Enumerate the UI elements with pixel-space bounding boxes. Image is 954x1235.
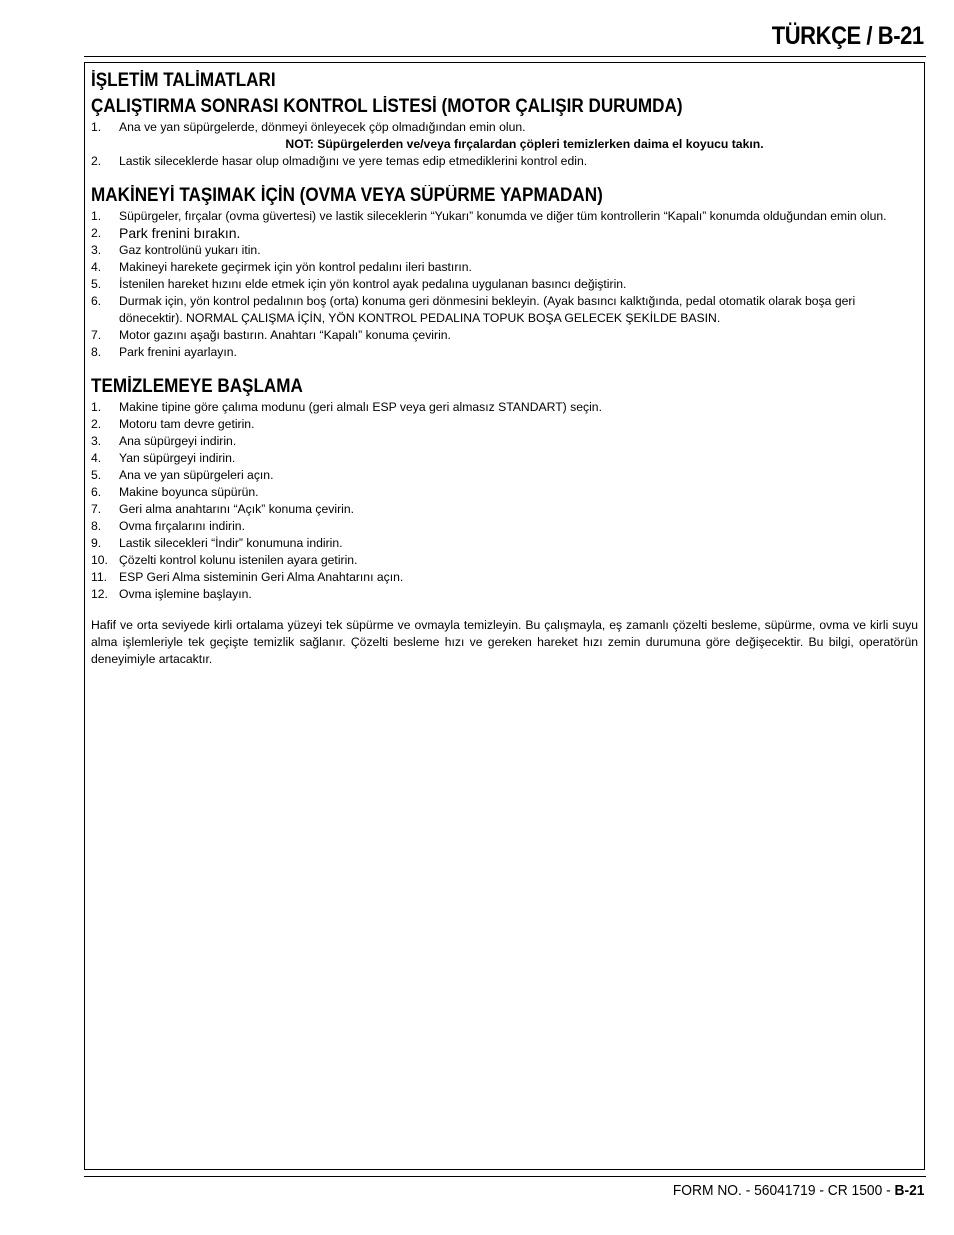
cleaning-title: TEMİZLEMEYE BAŞLAMA (91, 376, 303, 397)
form-number: FORM NO. - 56041719 - CR 1500 - (672, 1182, 895, 1199)
list-item (91, 242, 918, 259)
list-item (91, 501, 918, 518)
list-item-number: 9. (91, 536, 102, 550)
list-item (91, 344, 918, 361)
list-item-text: ESP Geri Alma sisteminin Geri Alma Anahtarını açın. (119, 570, 404, 584)
list-item-text: Gaz kontrolünü yukarı itin. (119, 243, 261, 257)
list-item-number: 4. (91, 451, 102, 465)
list-item-number: 8. (91, 519, 102, 533)
list-item-text: Makine boyunca süpürün. (119, 485, 259, 499)
list-item-text: Ana ve yan süpürgeleri açın. (119, 468, 274, 482)
list-item-number: 2. (91, 154, 102, 168)
list-item-number: 3. (91, 434, 102, 448)
list-item-number: 2. (91, 417, 102, 431)
page-footer (672, 1182, 924, 1199)
list-item-text: Durmak için, yön kontrol pedalının boş (orta) konuma geri dönmesini bekleyin. (Ayak basıncı kalktığında, pedal otomatik olarak boşa geri dönecektir). NORMAL ÇALIŞMA İÇİN, YÖN KONTROL PEDALINA TOPUK BOŞA GELECEK ŞEKİLDE BASIN. (119, 294, 856, 325)
list-item-text: Ana ve yan süpürgelerde, dönmeyi önleyecek çöp olmadığından emin olun. (119, 120, 526, 134)
cleaning-list (91, 399, 918, 603)
list-item (91, 569, 918, 586)
transport-list (91, 208, 918, 361)
list-item (91, 450, 918, 467)
list-item-number: 6. (91, 485, 102, 499)
list-item-text: Ovma işlemine başlayın. (119, 587, 252, 601)
cleaning-paragraph: Hafif ve orta seviyede kirli ortalama yüzeyi tek süpürme ve ovmayla temizleyin. Bu çalışmayla, eş zamanlı çözelti besleme, süpürme, ovma ve kirli suyu alma işlemleriyle tek geçişte temizlik sağlanır. Çözelti besleme hızı ve gereken hareket hızı zemin durumuna göre değişecektir. Bu bilgi, operatörün deneyimiyle artacaktır. (91, 618, 918, 666)
operating-title: İŞLETİM TALİMATLARI (91, 70, 276, 91)
list-item (91, 153, 918, 170)
list-item (91, 119, 918, 136)
list-item-number: 5. (91, 277, 102, 291)
list-item-number: 12. (91, 587, 108, 601)
list-item (91, 552, 918, 569)
header-divider (84, 56, 926, 57)
list-item-text: Ana süpürgeyi indirin. (119, 434, 237, 448)
list-item (91, 518, 918, 535)
checklist-list-continued (91, 153, 918, 170)
list-item-text: İstenilen hareket hızını elde etmek için yön kontrol ayak pedalına uygulanan basıncı değiştirin. (119, 277, 627, 291)
list-item-text: Park frenini bırakın. (119, 225, 241, 241)
list-item (91, 259, 918, 276)
list-item-text: Motor gazını aşağı bastırın. Anahtarı “Kapalı” konuma çevirin. (119, 328, 451, 342)
list-item-text: Ovma fırçalarını indirin. (119, 519, 245, 533)
list-item-number: 6. (91, 294, 102, 308)
list-item-number: 7. (91, 328, 102, 342)
list-item-text: Süpürgeler, fırçalar (ovma güvertesi) ve lastik sileceklerin “Yukarı” konumda ve diğer tüm kontrollerin “Kapalı” konumda olduğundan emin olun. (119, 209, 887, 223)
list-item (91, 399, 918, 416)
list-item (91, 293, 918, 327)
list-item-number: 8. (91, 345, 102, 359)
list-item-text: Motoru tam devre getirin. (119, 417, 255, 431)
page-number: B-21 (894, 1182, 924, 1199)
list-item-number: 10. (91, 553, 108, 567)
list-item (91, 535, 918, 552)
list-item (91, 484, 918, 501)
list-item-number: 1. (91, 209, 102, 223)
list-item (91, 225, 918, 242)
footer-divider (84, 1176, 926, 1177)
checklist-list (91, 119, 918, 136)
list-item-text: Lastik silecekleri “İndir” konumuna indirin. (119, 536, 343, 550)
list-item-text: Geri alma anahtarını “Açık” konuma çevirin. (119, 502, 355, 516)
list-item-number: 2. (91, 226, 102, 240)
list-item-text: Makineyi harekete geçirmek için yön kontrol pedalını ileri bastırın. (119, 260, 472, 274)
list-item-number: 1. (91, 400, 102, 414)
list-item-text: Park frenini ayarlayın. (119, 345, 237, 359)
list-item-number: 11. (91, 570, 108, 584)
list-item (91, 416, 918, 433)
safety-note: NOT: Süpürgelerden ve/veya fırçalardan çöpleri temizlerken daima el koyucu takın. (285, 137, 764, 151)
list-item-text: Yan süpürgeyi indirin. (119, 451, 236, 465)
list-item (91, 208, 918, 225)
list-item-number: 4. (91, 260, 102, 274)
transport-title: MAKİNEYİ TAŞIMAK İÇİN (OVMA VEYA SÜPÜRME YAPMADAN) (91, 185, 603, 206)
list-item-number: 5. (91, 468, 102, 482)
list-item-number: 7. (91, 502, 102, 516)
list-item (91, 467, 918, 484)
list-item (91, 276, 918, 293)
list-item-text: Makine tipine göre çalıma modunu (geri almalı ESP veya geri almasız STANDART) seçin. (119, 400, 602, 414)
list-item (91, 433, 918, 450)
list-item (91, 327, 918, 344)
list-item-number: 1. (91, 120, 102, 134)
checklist-title: ÇALIŞTIRMA SONRASI KONTROL LİSTESİ (MOTOR ÇALIŞIR DURUMDA) (91, 96, 683, 117)
page-title: TÜRKÇE / B-21 (772, 22, 924, 50)
content-box (84, 62, 925, 1170)
list-item (91, 586, 918, 603)
list-item-text: Lastik sileceklerde hasar olup olmadığını ve yere temas edip etmediklerini kontrol edin. (119, 154, 588, 168)
list-item-text: Çözelti kontrol kolunu istenilen ayara getirin. (119, 553, 358, 567)
list-item-number: 3. (91, 243, 102, 257)
